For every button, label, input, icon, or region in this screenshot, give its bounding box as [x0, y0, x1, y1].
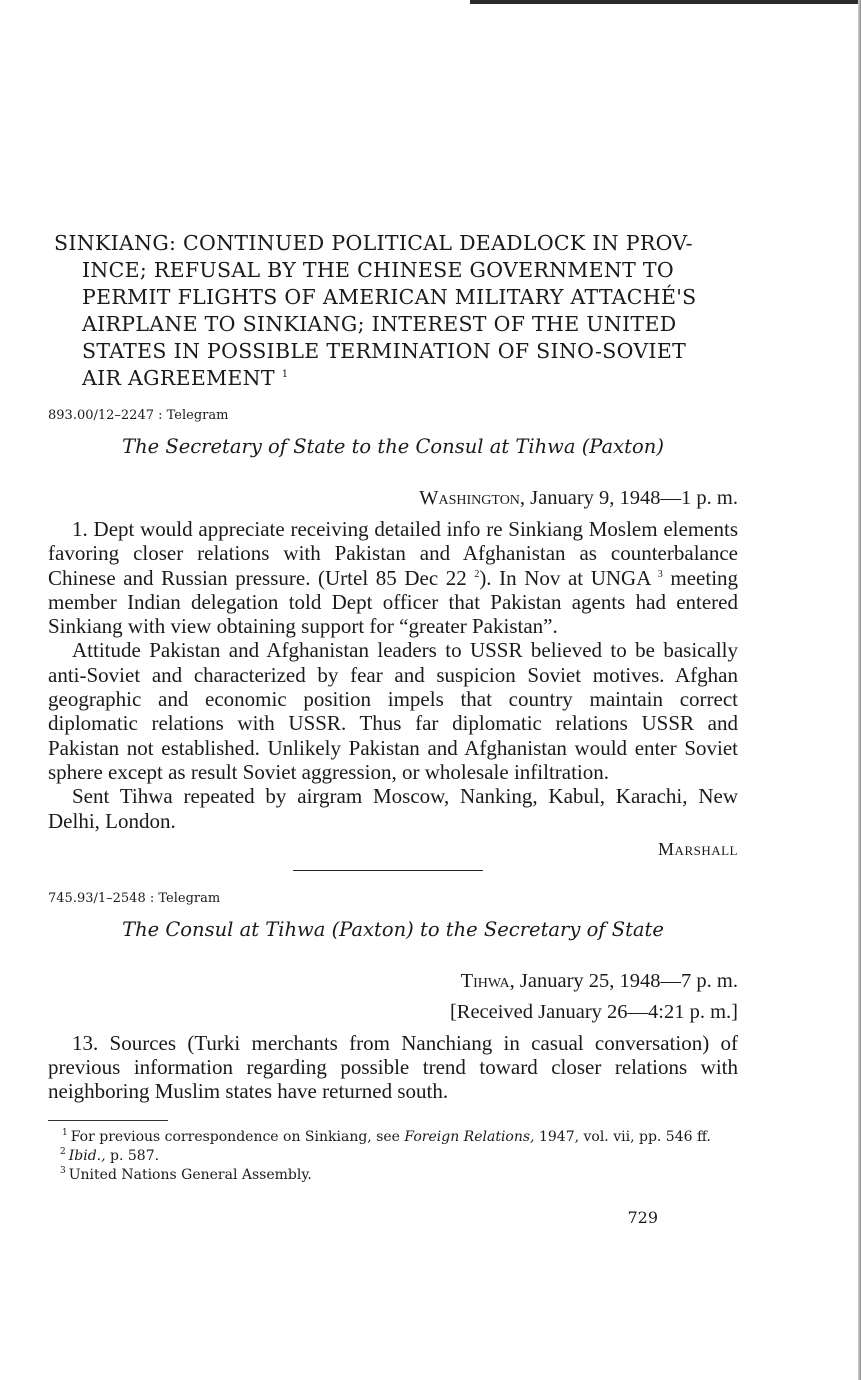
paragraph: [48, 517, 738, 638]
dateline: [48, 486, 738, 511]
section-divider: [293, 870, 483, 871]
footnote: [48, 1129, 738, 1146]
heading-line-4: AIRPLANE TO SINKIANG; INTEREST OF THE UNITED: [82, 312, 677, 336]
paragraph-text: 1. Dept would appreciate receiving detailed info re Sinkiang Moslem elements favoring closer relations with Pakistan and Afghanistan as counterbalance Chinese and Russian pressure. (Urtel 85 Dec 22: [48, 517, 738, 590]
heading-line-5: STATES IN POSSIBLE TERMINATION OF SINO-SOVIET: [82, 339, 687, 363]
dateline-date: January 25, 1948—7 p. m.: [519, 969, 738, 992]
footnote-text: p. 587.: [105, 1147, 160, 1164]
footnote-number: 1: [62, 1128, 68, 1139]
received-line: [Received January 26—4:21 p. m.]: [449, 1000, 738, 1023]
heading-line-2: INCE; REFUSAL BY THE CHINESE GOVERNMENT TO: [82, 258, 674, 282]
scan-top-edge: [470, 0, 861, 4]
heading-line-1: SINKIANG: CONTINUED POLITICAL DEADLOCK IN PROV-: [54, 231, 693, 255]
footnote: [48, 1167, 738, 1184]
footnote-marker: 1: [281, 369, 289, 381]
signature: Marshall: [658, 838, 738, 859]
paragraph: 13. Sources (Turki merchants from Nanchiang in casual conversation) of previous information regarding possible trend toward closer relations with neighboring Muslim states have returned south.: [48, 1030, 738, 1104]
file-reference: 745.93/1–2548 : Telegram: [48, 890, 221, 906]
footnote: [48, 1148, 738, 1165]
document-title: The Secretary of State to the Consul at Tihwa (Paxton): [122, 435, 664, 458]
footnote-text: 1947, vol. vii, pp. 546 ff.: [534, 1128, 711, 1145]
paragraph: Attitude Pakistan and Afghanistan leaders to USSR believed to be basically anti-Soviet and characterized by fear and suspicion Soviet motives. Afghan geographic and economic position impels that country maintain correct diplomatic relations with USSR. Thus far diplomatic relations USSR and Pakistan not established. Unlikely Pakistan and Afghanistan would enter Soviet sphere except as result Soviet aggression, or wholesale infiltration.: [48, 638, 738, 784]
footnote-marker: 3: [657, 568, 663, 580]
file-reference: 893.00/12–2247 : Telegram: [48, 408, 229, 423]
heading-line-3: PERMIT FLIGHTS OF AMERICAN MILITARY ATTACHÉ'S: [82, 285, 697, 309]
dateline-date: January 9, 1948—1 p. m.: [530, 487, 738, 509]
footnote-italic: Ibid.,: [68, 1147, 106, 1164]
chapter-heading: [54, 230, 738, 392]
footnote-rule: [48, 1120, 168, 1121]
heading-line-6: AIR AGREEMENT: [82, 366, 275, 390]
footnote-number: 3: [60, 1166, 66, 1177]
footnote-text: For previous correspondence on Sinkiang, see: [70, 1128, 405, 1145]
paragraph-text: ). In Nov at UNGA: [479, 565, 651, 590]
footnote-text: United Nations General Assembly.: [68, 1166, 312, 1183]
paragraph-text: meeting member Indian delegation told Dept officer that Pakistan agents had entered Sinkiang with view obtaining support for “greater Pakistan”.: [48, 565, 739, 639]
document-title: The Consul at Tihwa (Paxton) to the Secretary of State: [122, 917, 664, 941]
page-number: 729: [627, 1207, 658, 1227]
dateline-place: Tihwa,: [460, 969, 515, 992]
paragraph: Sent Tihwa repeated by airgram Moscow, Nanking, Kabul, Karachi, New Delhi, London.: [48, 784, 738, 833]
footnote-italic: Foreign Relations,: [404, 1128, 535, 1145]
dateline-place: Washington,: [419, 487, 526, 509]
footnote-number: 2: [60, 1147, 66, 1158]
footnotes: [48, 1129, 738, 1184]
dateline: [48, 969, 738, 994]
footnote-marker: 2: [474, 568, 480, 580]
document-page: [48, 230, 738, 1227]
